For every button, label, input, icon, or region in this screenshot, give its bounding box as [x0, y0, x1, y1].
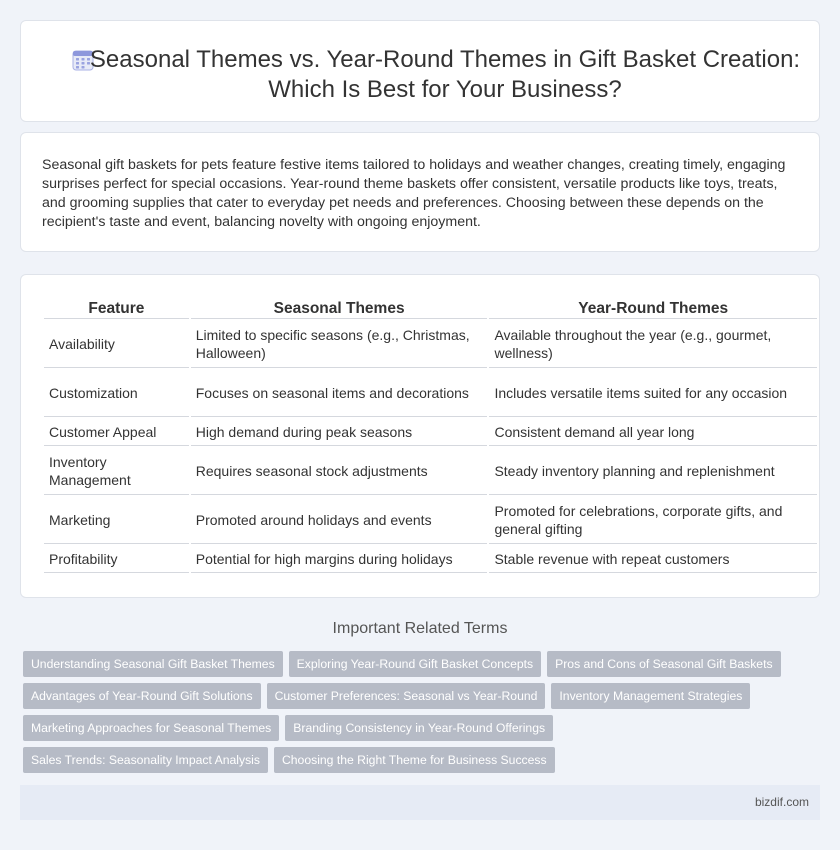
year-round-cell: Steady inventory planning and replenishment — [489, 448, 817, 495]
table-row — [44, 419, 817, 446]
year-round-cell: Stable revenue with repeat customers — [489, 546, 817, 573]
page-title-line-2: Which Is Best for Your Business? — [268, 76, 622, 103]
column-header-feature: Feature — [44, 297, 189, 319]
seasonal-cell: High demand during peak seasons — [191, 419, 488, 446]
seasonal-cell: Promoted around holidays and events — [191, 497, 488, 544]
feature-cell: Profitability — [44, 546, 189, 573]
related-term-tag[interactable]: Advantages of Year-Round Gift Solutions — [23, 683, 261, 709]
table-row — [44, 321, 817, 368]
seasonal-cell: Requires seasonal stock adjustments — [191, 448, 488, 495]
footer-brand[interactable]: bizdif.com — [754, 795, 809, 809]
feature-cell: Customization — [44, 370, 189, 417]
related-terms-list — [23, 651, 803, 773]
table-header-row — [44, 297, 817, 319]
page-title — [81, 45, 809, 105]
page-title-line-1: Seasonal Themes vs. Year-Round Themes in Gift Basket Creation: — [89, 46, 801, 73]
seasonal-cell: Limited to specific seasons (e.g., Christmas, Halloween) — [191, 321, 488, 368]
year-round-cell: Consistent demand all year long — [489, 419, 817, 446]
table-row — [44, 448, 817, 495]
related-term-tag[interactable]: Exploring Year-Round Gift Basket Concepts — [289, 651, 541, 677]
comparison-table-card — [20, 274, 820, 598]
header-card — [20, 20, 820, 122]
feature-cell: Marketing — [44, 497, 189, 544]
table-row — [44, 497, 817, 544]
comparison-table — [42, 295, 819, 575]
column-header-seasonal: Seasonal Themes — [191, 297, 488, 319]
table-row — [44, 370, 817, 417]
related-term-tag[interactable]: Inventory Management Strategies — [551, 683, 750, 709]
seasonal-cell: Potential for high margins during holidays — [191, 546, 488, 573]
related-term-tag[interactable]: Sales Trends: Seasonality Impact Analysis — [23, 747, 268, 773]
related-term-tag[interactable]: Pros and Cons of Seasonal Gift Baskets — [547, 651, 780, 677]
column-header-year-round: Year-Round Themes — [489, 297, 817, 319]
summary-text: Seasonal gift baskets for pets feature festive items tailored to holidays and weather changes, creating timely, engaging surprises perfect for special occasions. Year-round theme baskets offer consistent, versatile products like toys, treats, and grooming supplies that cater to everyday pet needs and preferences. Choosing between these depends on the recipient's taste and event, balancing novelty with ongoing enjoyment. — [42, 157, 786, 230]
footer — [20, 785, 820, 820]
year-round-cell: Available throughout the year (e.g., gourmet, wellness) — [489, 321, 817, 368]
related-term-tag[interactable]: Branding Consistency in Year-Round Offerings — [285, 715, 553, 741]
summary-card — [20, 132, 820, 252]
related-term-tag[interactable]: Customer Preferences: Seasonal vs Year-Round — [267, 683, 546, 709]
table-row — [44, 546, 817, 573]
feature-cell: Inventory Management — [44, 448, 189, 495]
related-term-tag[interactable]: Choosing the Right Theme for Business Success — [274, 747, 555, 773]
feature-cell: Availability — [44, 321, 189, 368]
seasonal-cell: Focuses on seasonal items and decorations — [191, 370, 488, 417]
feature-cell: Customer Appeal — [44, 419, 189, 446]
related-term-tag[interactable]: Marketing Approaches for Seasonal Themes — [23, 715, 279, 741]
related-term-tag[interactable]: Understanding Seasonal Gift Basket Themes — [23, 651, 283, 677]
related-terms-title: Important Related Terms — [332, 620, 508, 637]
year-round-cell: Includes versatile items suited for any occasion — [489, 370, 817, 417]
year-round-cell: Promoted for celebrations, corporate gifts, and general gifting — [489, 497, 817, 544]
